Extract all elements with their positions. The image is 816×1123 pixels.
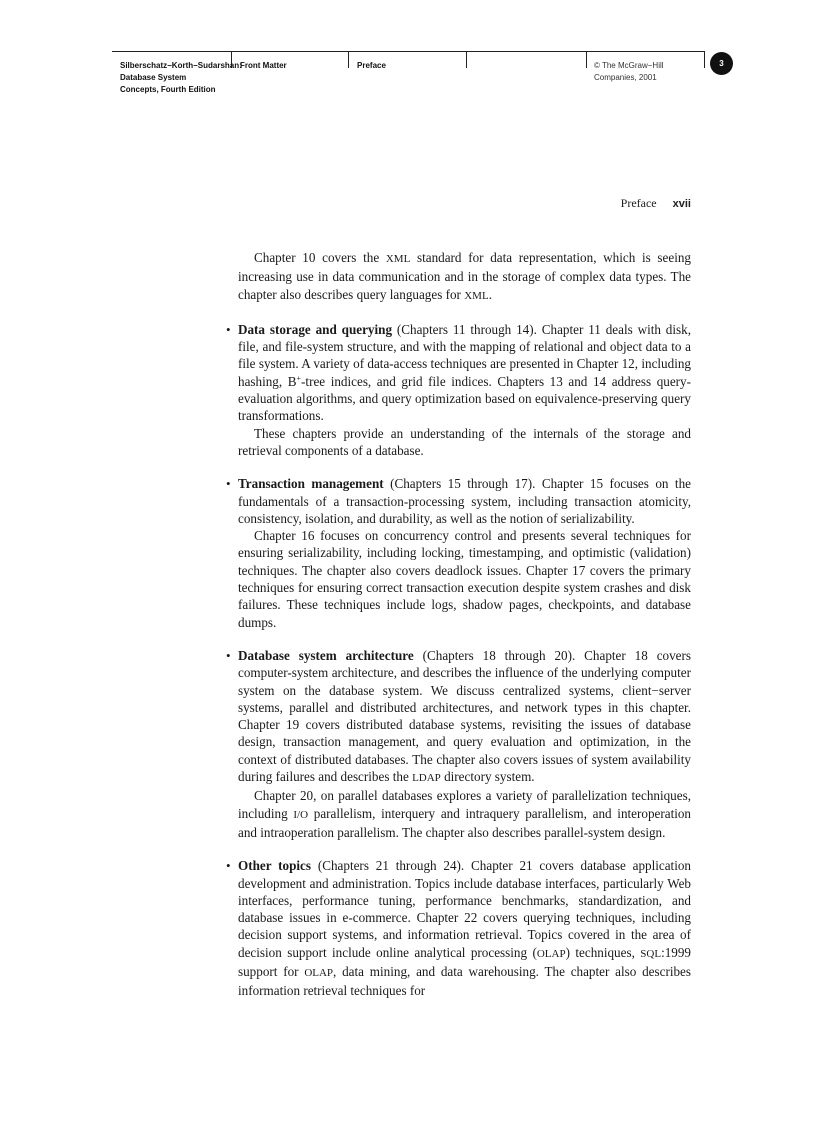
list-item xyxy=(238,475,691,527)
header-divider xyxy=(348,51,349,68)
acronym: LDAP xyxy=(412,772,441,785)
header-section: Front Matter xyxy=(240,61,287,70)
text: -tree indices, and grid file indices. Chapters 13 and 14 address query-evaluation algorithms, and query optimization based on equivalence-preserving query transformations. xyxy=(238,373,691,424)
bullet-dot: • xyxy=(226,476,231,492)
header-rule xyxy=(112,51,704,52)
text: Chapter 20, on parallel databases explores a variety of parallelization techniques, including xyxy=(238,788,691,821)
header-chapter: Preface xyxy=(357,61,386,70)
text: (Chapters 11 through 14). Chapter 11 deals with disk, file, and file-system structure, and with the mapping of relational and object data to a file system. A variety of data-access techniques are presented in Chapter 12, including hashing, B xyxy=(238,321,691,389)
header-authors: Silberschatz−Korth−Sudarshan: xyxy=(120,61,242,70)
text: directory system. xyxy=(440,769,535,785)
running-head-page: xvii xyxy=(672,198,691,210)
list-item xyxy=(238,857,691,999)
running-head-title: Preface xyxy=(620,196,657,210)
acronym: OLAP xyxy=(304,966,334,979)
acronym: OLAP xyxy=(536,947,566,960)
list-item xyxy=(238,321,691,425)
list-item-paragraph xyxy=(238,787,691,841)
header-divider xyxy=(586,51,587,68)
text: :1999 support for xyxy=(238,944,691,979)
bullet-title: Other topics xyxy=(238,858,312,874)
text: (Chapters 21 through 24). Chapter 21 covers database application development and administration. Topics include database interfaces, particularly Web interfaces, performance tuning, performance benchmarks, standardization, and database issues in e-commerce. Chapter 22 covers querying techniques, including decision support systems, and information retrieval. Topics covered in the area of decision support include online analytical processing ( xyxy=(238,858,691,960)
bullet-dot: • xyxy=(226,321,231,337)
list-item-paragraph: Chapter 16 focuses on concurrency control and presents several techniques for ensuring serializability, including locking, timestamping, and optimistic (validation) techniques. The chapter also covers deadlock issues. Chapter 17 covers the primary techniques for ensuring correct transaction execution despite system crashes and disk failures. These techniques include logs, shadow pages, checkpoints, and database dumps. xyxy=(238,528,691,630)
text: , data mining, and data warehousing. The chapter also describes information retrieval techniques for xyxy=(238,963,691,999)
bullet-architecture xyxy=(226,647,692,841)
header-divider xyxy=(466,51,467,68)
text: (Chapters 18 through 20). Chapter 18 covers computer-system architecture, and describes the influence of the underlying computer system on the database system. We discuss centralized systems, client−server systems, parallel and distributed architectures, and network types in this chapter. Chapter 19 covers distributed database systems, revisiting the issues of database design, transaction management, and query evaluation and optimization, in the context of distributed databases. The chapter also covers issues of system availability during failures and describes the xyxy=(238,647,692,785)
header-copyright: © The McGraw−Hill xyxy=(594,61,664,70)
header-copyright-2: Companies, 2001 xyxy=(594,73,657,82)
acronym: XML xyxy=(385,253,411,265)
bullet-other xyxy=(226,857,691,999)
acronym: XML xyxy=(464,289,489,302)
page-body xyxy=(226,249,692,1000)
bullet-dot: • xyxy=(226,858,231,874)
text: (Chapters 15 through 17). Chapter 15 focuses on the fundamentals of a transaction-processing system, including transaction atomicity, consistency, isolation, and durability, as well as the notion of serializability. xyxy=(238,476,691,526)
header-divider xyxy=(704,51,705,68)
bullet-transaction xyxy=(226,475,691,631)
list-item xyxy=(238,647,691,787)
bullet-storage xyxy=(226,321,691,459)
acronym: SQL xyxy=(640,947,662,960)
header-book-edition: Concepts, Fourth Edition xyxy=(120,85,216,94)
bullet-title: Transaction management xyxy=(238,476,384,492)
page-number-badge: 3 xyxy=(710,52,733,75)
intro-paragraph xyxy=(238,249,691,305)
page-header xyxy=(0,51,816,111)
text: Chapter 10 covers the xyxy=(254,250,386,265)
text: ) techniques, xyxy=(565,944,641,960)
list-item-paragraph: These chapters provide an understanding of the internals of the storage and retrieval components of a database. xyxy=(238,425,691,458)
text: parallelism, interquery and intraquery parallelism, and interoperation and intraoperation parallelism. The chapter also describes parallel-system design. xyxy=(238,805,692,840)
bullet-title: Database system architecture xyxy=(238,647,414,663)
running-head xyxy=(621,196,691,211)
bullet-title: Data storage and querying xyxy=(238,321,393,337)
header-book-title: Database System xyxy=(120,73,187,82)
acronym: I/O xyxy=(293,808,309,821)
text: standard for data representation, which is seeing increasing use in data communication and in the storage of complex data types. The chapter also describes query languages for xyxy=(238,250,691,302)
superscript: + xyxy=(296,373,302,383)
text: . xyxy=(488,286,492,302)
bullet-dot: • xyxy=(226,647,231,663)
